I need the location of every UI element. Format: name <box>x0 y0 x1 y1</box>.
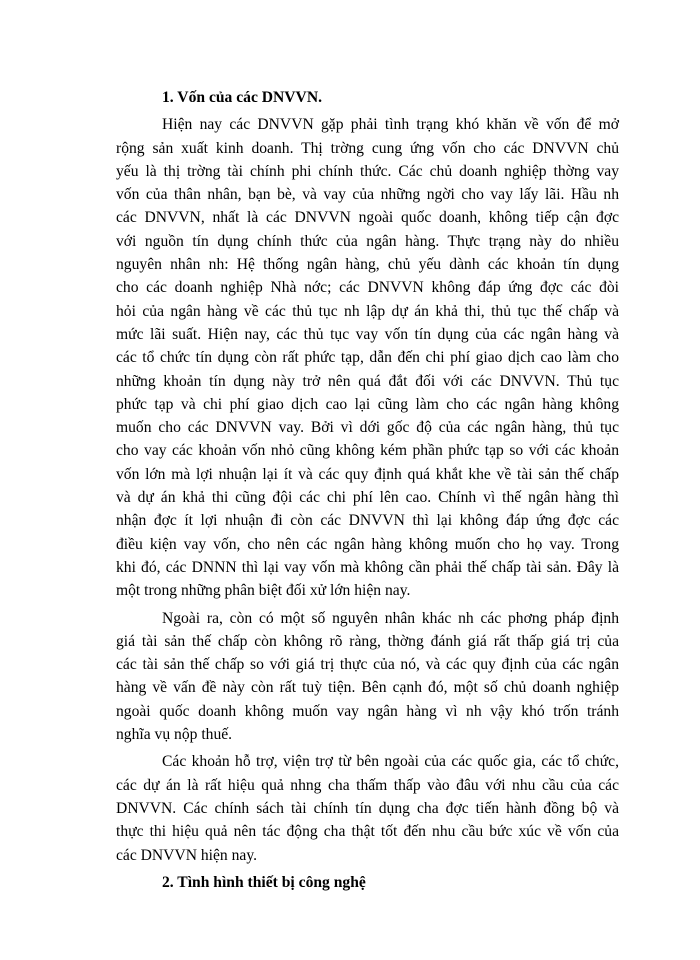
text-line: muốn cho các DNVVN vay. Bởi vì dới gốc độ của các ngân hàng, thủ tục <box>116 419 619 437</box>
paragraphs <box>116 113 619 867</box>
paragraph <box>116 113 619 602</box>
text-line: một trong những phân biệt đối xử lớn hiện nay. <box>116 582 411 600</box>
text-line: và dự án khả thi cũng đội các chi phí lên cao. Chính vì thế ngân hàng thì <box>116 489 619 507</box>
text-line: Các khoản hỗ trợ, viện trợ từ bên ngoài của các quốc gia, các tổ chức, <box>162 753 619 771</box>
section-heading-1: 1. Vốn của các DNVVN. <box>162 89 322 106</box>
text-line: nhận đợc ít lợi nhuận đi còn các DNVVN thì lại không đáp ứng đợc các <box>116 512 619 530</box>
text-line: giá tài sản thế chấp còn không rõ ràng, thờng đánh giá rất thấp giá trị của <box>116 632 619 650</box>
text-line: khi đó, các DNNN thì lại vay vốn mà không cần phải thế chấp tài sản. Đây là <box>116 558 619 576</box>
text-line: nguyên nhân nh: Hệ thống ngân hàng, chủ yếu dành các khoản tín dụng <box>116 256 619 274</box>
text-line: các tổ chức tín dụng còn rất phức tạp, dẫn đến chi phí giao dịch cao làm cho <box>116 349 619 367</box>
text-line: ngoài quốc doanh không muốn vay ngân hàng vì nh vậy khó trốn tránh <box>116 702 619 720</box>
text-line: Hiện nay các DNVVN gặp phải tình trạng khó khăn về vốn để mở <box>162 116 619 134</box>
text-line: yếu là thị trờng tài chính phi chính thức. Các chủ doanh nghiệp thờng vay <box>116 162 619 180</box>
text-line: phức tạp và chi phí giao dịch cao lại cũng làm cho các ngân hàng không <box>116 395 619 413</box>
paragraph <box>116 607 619 747</box>
text-line: rộng sản xuất kinh doanh. Thị trờng cung ứng vốn cho các DNVVN chủ <box>116 139 619 157</box>
text-line: các tài sản thế chấp so với giá trị thực của nó, và các quy định của các ngân <box>116 656 619 674</box>
text-line: Ngoài ra, còn có một số nguyên nhân khác nh các phơng pháp định <box>162 609 619 627</box>
text-line: với nguồn tín dụng chính thức của ngân hàng. Thực trạng này do nhiều <box>116 232 619 250</box>
paragraph <box>116 750 619 866</box>
text-line: DNVVN. Các chính sách tài chính tín dụng cha đợc tiến hành đồng bộ và <box>116 799 619 817</box>
document-body <box>116 86 619 898</box>
text-line: hỏi của ngân hàng về các thủ tục nh lập dự án khả thi, thủ tục thế chấp và <box>116 302 619 320</box>
text-line: nghĩa vụ nộp thuế. <box>116 726 233 744</box>
text-line: cho các doanh nghiệp Nhà nớc; các DNVVN không đáp ứng đợc các đòi <box>116 279 619 297</box>
text-line: những khoản tín dụng này trở nên quá đắt đối với các DNVVN. Thủ tục <box>116 372 619 390</box>
text-line: các DNVVN hiện nay. <box>116 846 258 864</box>
text-line: vốn lớn mà lợi nhuận lại ít và các quy định quá khắt khe về tài sản thế chấp <box>116 465 619 483</box>
text-line: các DNVVN, nhất là các DNVVN ngoài quốc doanh, không tiếp cận đợc <box>116 209 619 227</box>
text-line: điều kiện vay vốn, cho nên các ngân hàng không muốn cho họ vay. Trong <box>116 535 619 553</box>
section-heading-2: 2. Tình hình thiết bị công nghệ <box>162 873 366 891</box>
text-line: mức lãi suất. Hiện nay, các thủ tục vay vốn tín dụng của các ngân hàng và <box>116 325 619 343</box>
text-line: hàng về vấn đề này còn rất tuỳ tiện. Bên cạnh đó, một số chủ doanh nghiệp <box>116 679 619 697</box>
text-line: vốn của thân nhân, bạn bè, và vay của những ngời cho vay lấy lãi. Hầu nh <box>116 186 619 204</box>
text-line: các dự án là rất hiệu quả nhng cha thấm thấp vào đâu với nhu cầu của các <box>116 776 619 794</box>
text-line: cho vay các khoản vốn nhỏ cũng không kém phần phức tạp so với các khoản <box>116 442 619 460</box>
text-line: thực thi hiệu quả nên tác động cha thật tốt đến nhu cầu bức xúc về vốn của <box>116 823 619 841</box>
